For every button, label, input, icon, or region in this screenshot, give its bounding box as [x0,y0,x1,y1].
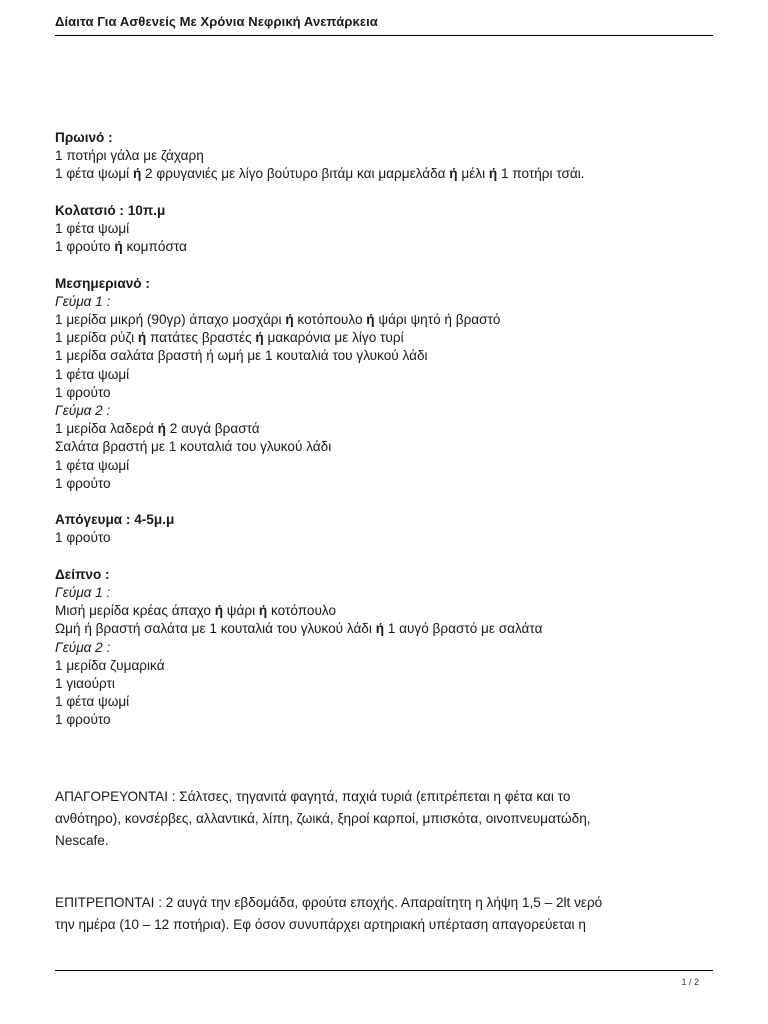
line-segment: Ωμή ή βραστή σαλάτα με 1 κουταλιά του γλυκού λάδι [55,621,376,637]
header-divider [55,35,713,36]
text-line: 1 ποτήρι γάλα με ζάχαρη [55,148,204,164]
or-connector: ή [449,166,458,182]
text-line: 1 φέτα ψωμί [55,221,130,236]
text-line [55,420,715,438]
line-segment: 2 φρυγανιές με λίγο βούτυρο βιτάμ και μαρμελάδα [141,166,450,182]
or-connector: ή [375,621,384,637]
text-line: ανθότηρο), κονσέρβες, αλλαντικά, λίπη, ζωικά, ξηροί καρποί, μπισκότα, οινοπνευματώδη, [55,811,591,826]
text-line: 1 φέτα ψωμί [55,694,130,710]
text-line: ΑΠΑΓΟΡΕΥΟΝΤΑΙ : Σάλτσες, τηγανιτά φαγητά, παχιά τυριά (επιτρέπεται η φέτα και το [55,789,571,804]
lunch-meal2-lines [55,420,715,493]
section-title-breakfast: Πρωινό : [55,130,113,145]
text-line: 1 φρούτο [55,530,111,546]
line-segment: μακαρόνια με λίγο τυρί [263,330,404,346]
line-segment: μέλι [457,166,489,182]
section-title-dinner: Δείπνο : [55,566,110,582]
allowed-paragraph [55,892,715,936]
page-number: 1 / 2 [681,977,699,987]
text-line: Σαλάτα βραστή με 1 κουταλιά του γλυκού λάδι [55,439,332,455]
line-segment: κοτόπουλο [293,312,367,327]
or-connector: ή [132,166,142,182]
text-line: την ημέρα (10 – 12 ποτήρια). Εφ όσον συνυπάρχει αρτηριακή υπέρταση απαγορεύεται η [55,917,586,932]
section-snack [55,202,715,257]
section-title-snack: Κολατσιό : 10π.μ [55,202,166,218]
text-line: 1 μερίδα σαλάτα βραστή ή ωμή με 1 κουταλιά του γλυκού λάδι [55,348,428,364]
line-segment: 1 μερίδα λαδερά [55,421,158,437]
breakfast-lines [55,147,715,183]
dinner-meal2-lines [55,657,715,730]
footer-divider [55,970,713,971]
text-line: 1 φέτα ψωμί [55,457,130,473]
line-segment: πατάτες βραστές [146,330,256,346]
line-segment: 1 αυγό βραστό με σαλάτα [384,621,543,637]
snack-lines [55,220,715,256]
text-line [55,620,715,638]
section-title-lunch: Μεσημεριανό : [55,275,150,291]
text-line: Nescafe. [55,833,109,848]
text-line [55,238,715,256]
line-segment: κοτόπουλο [267,603,337,619]
text-line [55,165,715,183]
text-line [55,311,715,329]
afternoon-lines [55,529,715,547]
text-line: 1 φέτα ψωμί [55,366,130,382]
line-segment: 1 μερίδα ρύζι [55,330,138,346]
text-line [55,602,715,620]
or-connector: ή [258,603,268,619]
text-line: 1 μερίδα ζυμαρικά [55,657,165,673]
or-connector: ή [255,330,264,346]
line-segment: 1 φρούτο [55,239,115,255]
dinner-meal2-label: Γεύμα 2 : [55,639,111,655]
line-segment: 2 αυγά βραστά [165,421,260,437]
section-lunch [55,275,715,493]
line-segment: ψάρι ψητό ή βραστό [374,312,501,327]
lunch-meal1-label: Γεύμα 1 : [55,293,111,309]
or-connector: ή [114,239,123,255]
line-segment: 1 ποτήρι τσάι. [497,166,585,182]
text-line: 1 φρούτο [55,384,111,400]
section-title-afternoon: Απόγευμα : 4-5μ.μ [55,512,175,528]
text-line: 1 φρούτο [55,712,111,728]
or-connector: ή [157,421,166,437]
text-line: 1 γιαούρτι [55,676,115,692]
line-segment: 1 μερίδα μικρή (90γρ) άπαχο μοσχάρι [55,312,286,327]
or-connector: ή [214,603,224,619]
dinner-meal1-lines [55,602,715,638]
line-segment: ψάρι [223,603,259,619]
forbidden-paragraph [55,786,715,852]
section-dinner [55,566,715,730]
section-afternoon [55,511,715,547]
dinner-meal1-label: Γεύμα 1 : [55,585,111,601]
line-segment: κομπόστα [122,239,187,255]
diet-content [55,129,715,748]
document-title: Δίαιτα Για Ασθενείς Με Χρόνια Νεφρική Ανεπάρκεια [55,14,378,29]
lunch-meal1-lines [55,311,715,402]
text-line: ΕΠΙΤΡΕΠΟΝΤΑΙ : 2 αυγά την εβδομάδα, φρούτα εποχής. Απαραίτητη η λήψη 1,5 – 2lt νερό [55,895,603,910]
text-line [55,329,715,347]
section-breakfast [55,129,715,184]
lunch-meal2-label: Γεύμα 2 : [55,403,111,419]
line-segment: Μισή μερίδα κρέας άπαχο [55,603,215,619]
or-connector: ή [488,166,498,182]
or-connector: ή [285,312,294,327]
text-line: 1 φρούτο [55,475,111,491]
line-segment: 1 φέτα ψωμί [55,166,133,182]
or-connector: ή [366,312,375,327]
or-connector: ή [137,330,147,346]
